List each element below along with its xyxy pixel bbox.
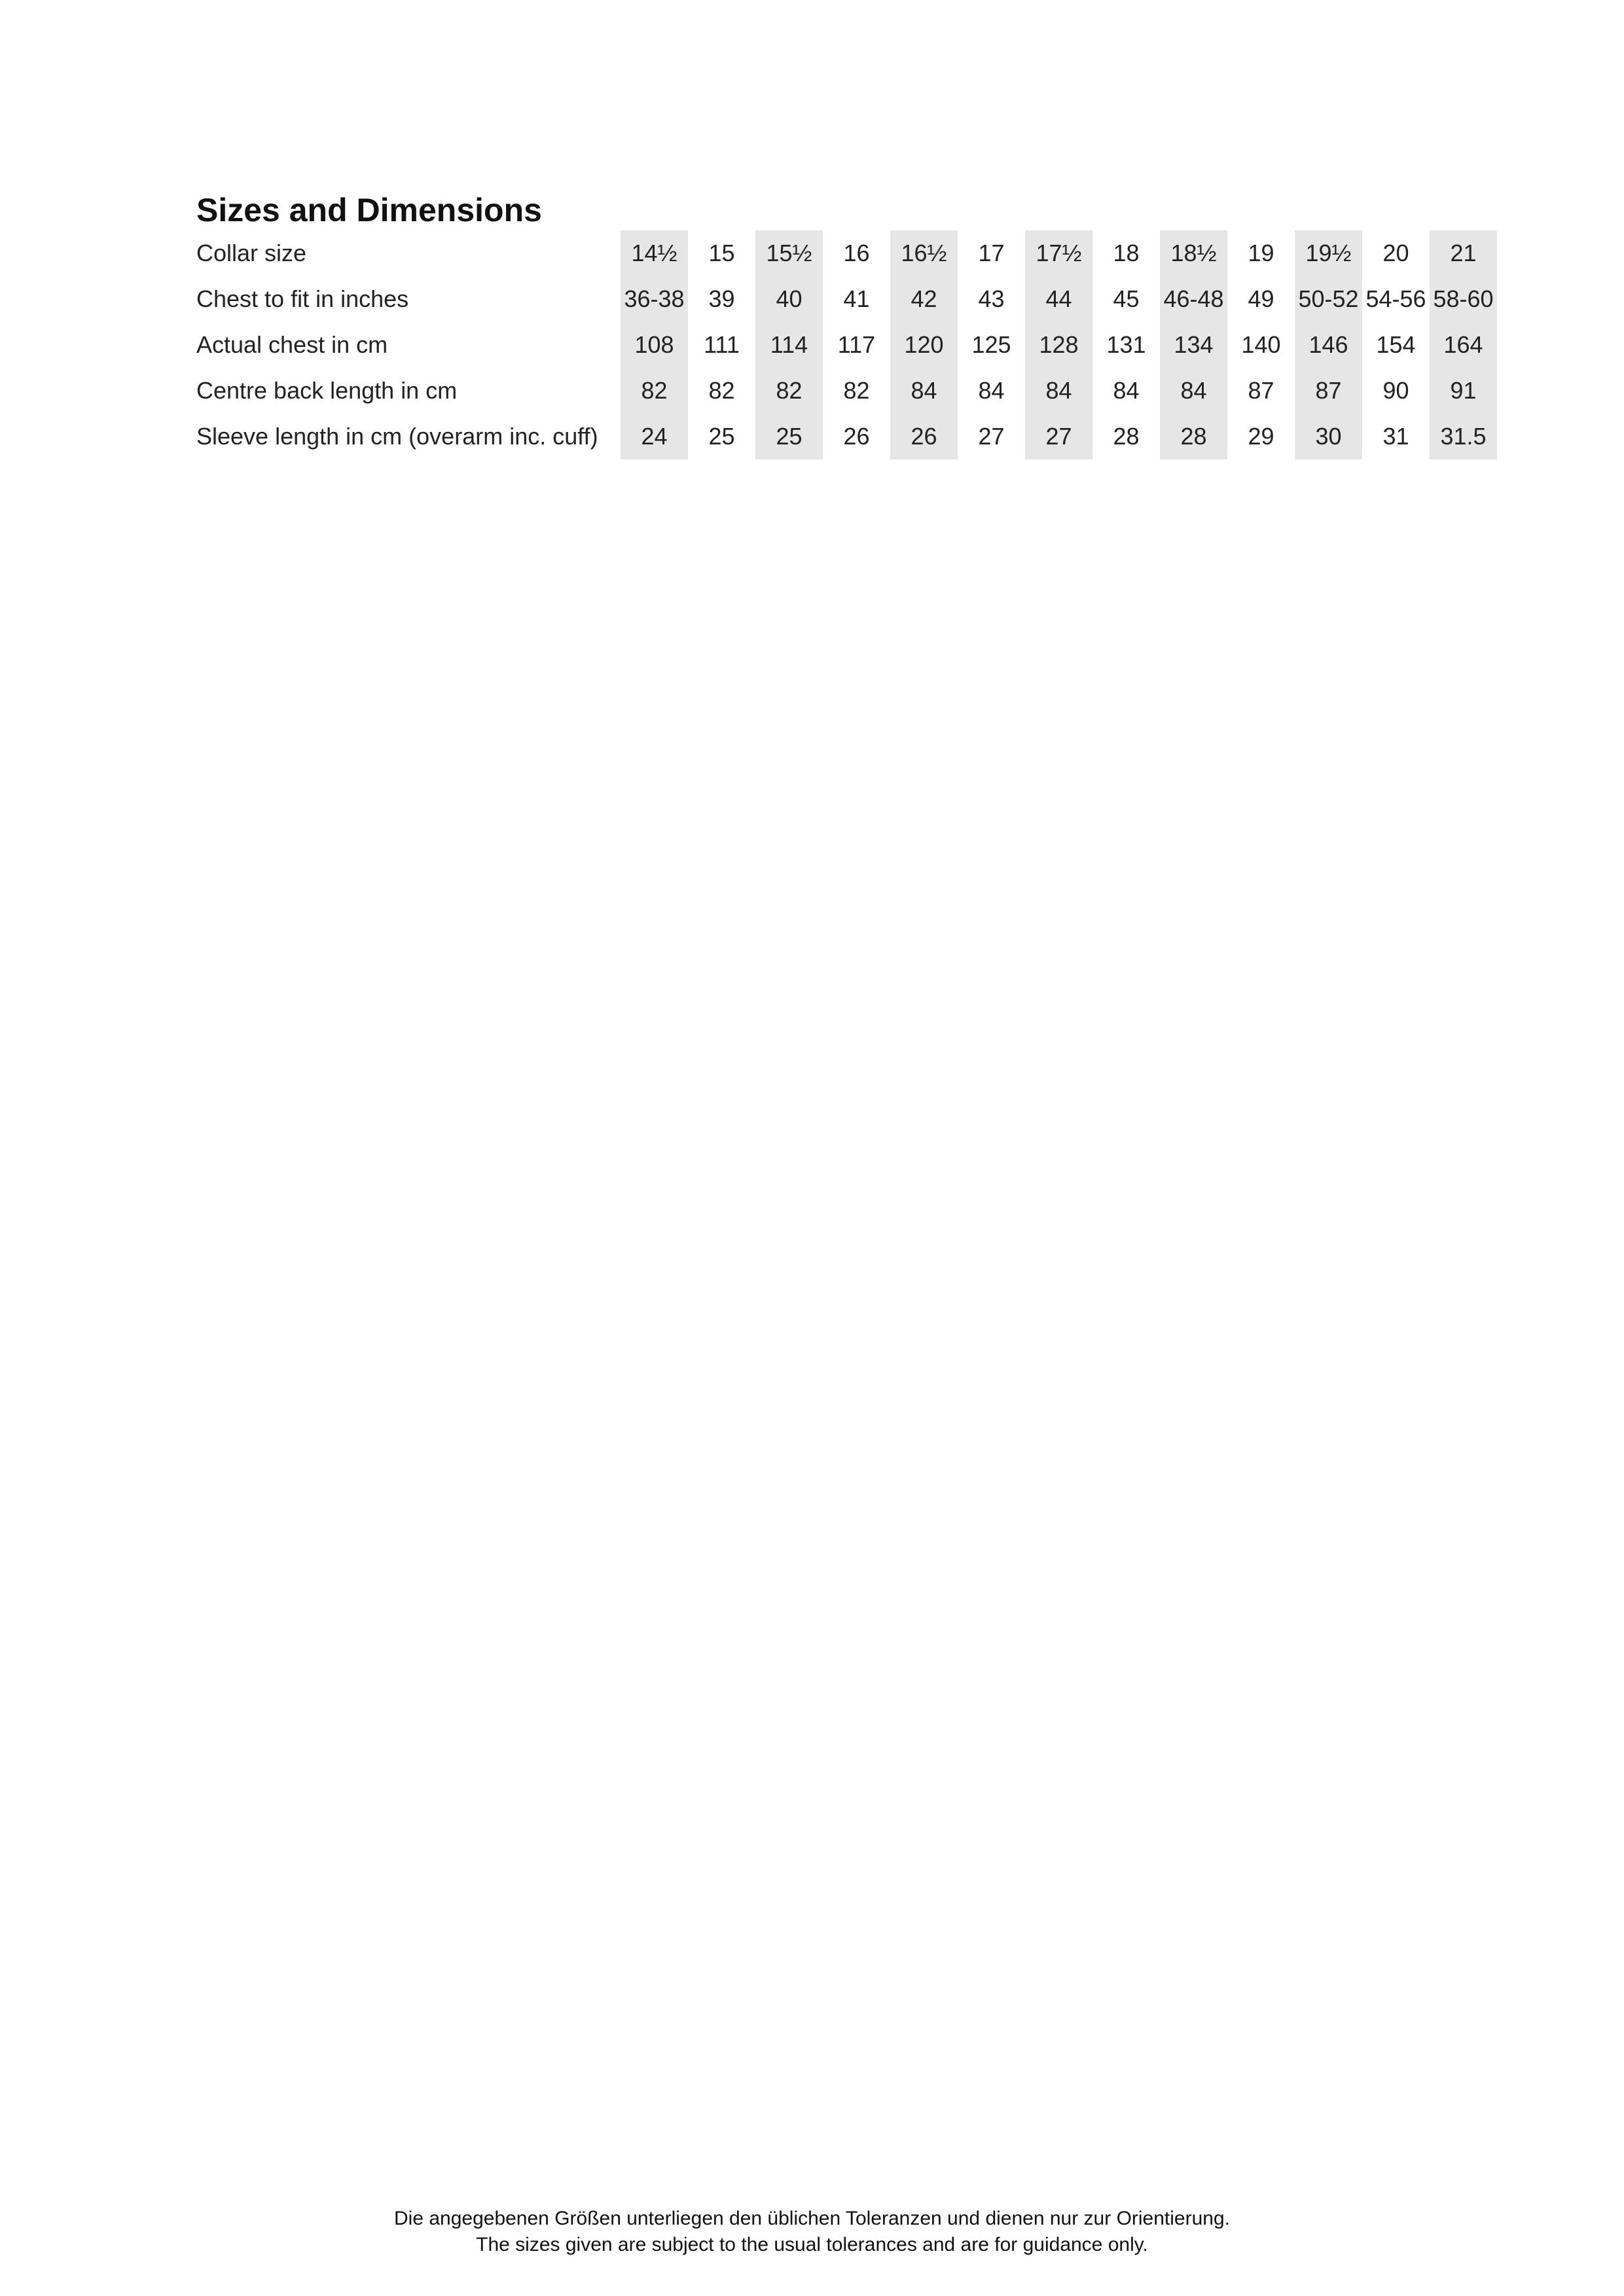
table-cell: 117 — [837, 331, 876, 358]
table-cell: 27 — [978, 423, 1005, 450]
table-row-sleeve-length — [194, 414, 1497, 459]
table-cell: 111 — [704, 331, 740, 358]
table-cell: 43 — [978, 285, 1005, 312]
table-cell: 17½ — [1025, 230, 1092, 276]
table-cell: 131 — [1106, 331, 1146, 358]
table-cell: 18 — [1113, 240, 1140, 266]
table-cell: 128 — [1025, 322, 1092, 368]
table-cell: 84 — [1113, 377, 1140, 404]
table-cell: 120 — [890, 322, 958, 368]
table-cell: 146 — [1295, 322, 1362, 368]
table-cell: 42 — [890, 276, 958, 322]
table-cell: 40 — [755, 276, 823, 322]
table-cell: 114 — [755, 322, 823, 368]
size-table — [194, 230, 1497, 459]
table-cell: 29 — [1248, 423, 1274, 450]
table-cell: 16½ — [890, 230, 958, 276]
table-cell: 46-48 — [1160, 276, 1227, 322]
table-cell: 84 — [1160, 368, 1227, 414]
table-cell: 82 — [708, 377, 735, 404]
table-row-chest-to-fit — [194, 276, 1497, 322]
table-cell: 18½ — [1160, 230, 1227, 276]
table-cell: 20 — [1382, 240, 1409, 266]
table-cell: 108 — [621, 322, 688, 368]
table-cell: 16 — [843, 240, 870, 266]
table-cell: 21 — [1430, 230, 1497, 276]
table-cell: 19½ — [1295, 230, 1362, 276]
table-cell: 87 — [1248, 377, 1274, 404]
table-cell: 25 — [755, 414, 823, 459]
table-cell: 41 — [843, 285, 870, 312]
table-cell: 54-56 — [1365, 285, 1426, 312]
table-cell: 134 — [1160, 322, 1227, 368]
table-cell: 15½ — [755, 230, 823, 276]
footer-note — [0, 2206, 1624, 2258]
table-cell: 125 — [971, 331, 1011, 358]
table-cell: 154 — [1376, 331, 1416, 358]
table-cell: 90 — [1382, 377, 1409, 404]
row-label: Centre back length in cm — [196, 377, 458, 404]
table-cell: 24 — [621, 414, 688, 459]
table-cell: 84 — [890, 368, 958, 414]
table-cell: 28 — [1113, 423, 1140, 450]
table-cell: 49 — [1248, 285, 1274, 312]
table-cell: 27 — [1025, 414, 1092, 459]
row-label: Actual chest in cm — [196, 331, 388, 358]
table-cell: 140 — [1241, 331, 1281, 358]
table-cell: 19 — [1248, 240, 1274, 266]
table-cell: 82 — [843, 377, 870, 404]
table-row-actual-chest — [194, 322, 1497, 368]
table-cell: 14½ — [621, 230, 688, 276]
table-row-collar-size — [194, 230, 1497, 276]
table-row-centre-back-length — [194, 368, 1497, 414]
table-cell: 31 — [1382, 423, 1409, 450]
table-cell: 31.5 — [1430, 414, 1497, 459]
table-cell: 58-60 — [1430, 276, 1497, 322]
row-label: Chest to fit in inches — [196, 285, 409, 312]
table-cell: 44 — [1025, 276, 1092, 322]
table-cell: 28 — [1160, 414, 1227, 459]
table-cell: 45 — [1113, 285, 1140, 312]
row-label: Collar size — [196, 240, 307, 266]
table-cell: 26 — [843, 423, 870, 450]
table-cell: 17 — [978, 240, 1005, 266]
table-cell: 84 — [978, 377, 1005, 404]
table-cell: 164 — [1430, 322, 1497, 368]
footer-line-german: Die angegebenen Größen unterliegen den üblichen Toleranzen und dienen nur zur Orientierung. — [393, 2208, 1230, 2229]
table-cell: 36-38 — [621, 276, 688, 322]
table-cell: 25 — [708, 423, 735, 450]
footer-line-english: The sizes given are subject to the usual tolerances and are for guidance only. — [476, 2234, 1148, 2255]
table-cell: 82 — [755, 368, 823, 414]
table-cell: 50-52 — [1295, 276, 1362, 322]
table-cell: 30 — [1295, 414, 1362, 459]
table-cell: 26 — [890, 414, 958, 459]
table-cell: 87 — [1295, 368, 1362, 414]
row-label: Sleeve length in cm (overarm inc. cuff) — [196, 423, 598, 450]
table-cell: 15 — [708, 240, 735, 266]
table-cell: 39 — [708, 285, 735, 312]
table-cell: 84 — [1025, 368, 1092, 414]
page-title: Sizes and Dimensions — [196, 192, 542, 228]
table-cell: 91 — [1430, 368, 1497, 414]
table-cell: 82 — [621, 368, 688, 414]
